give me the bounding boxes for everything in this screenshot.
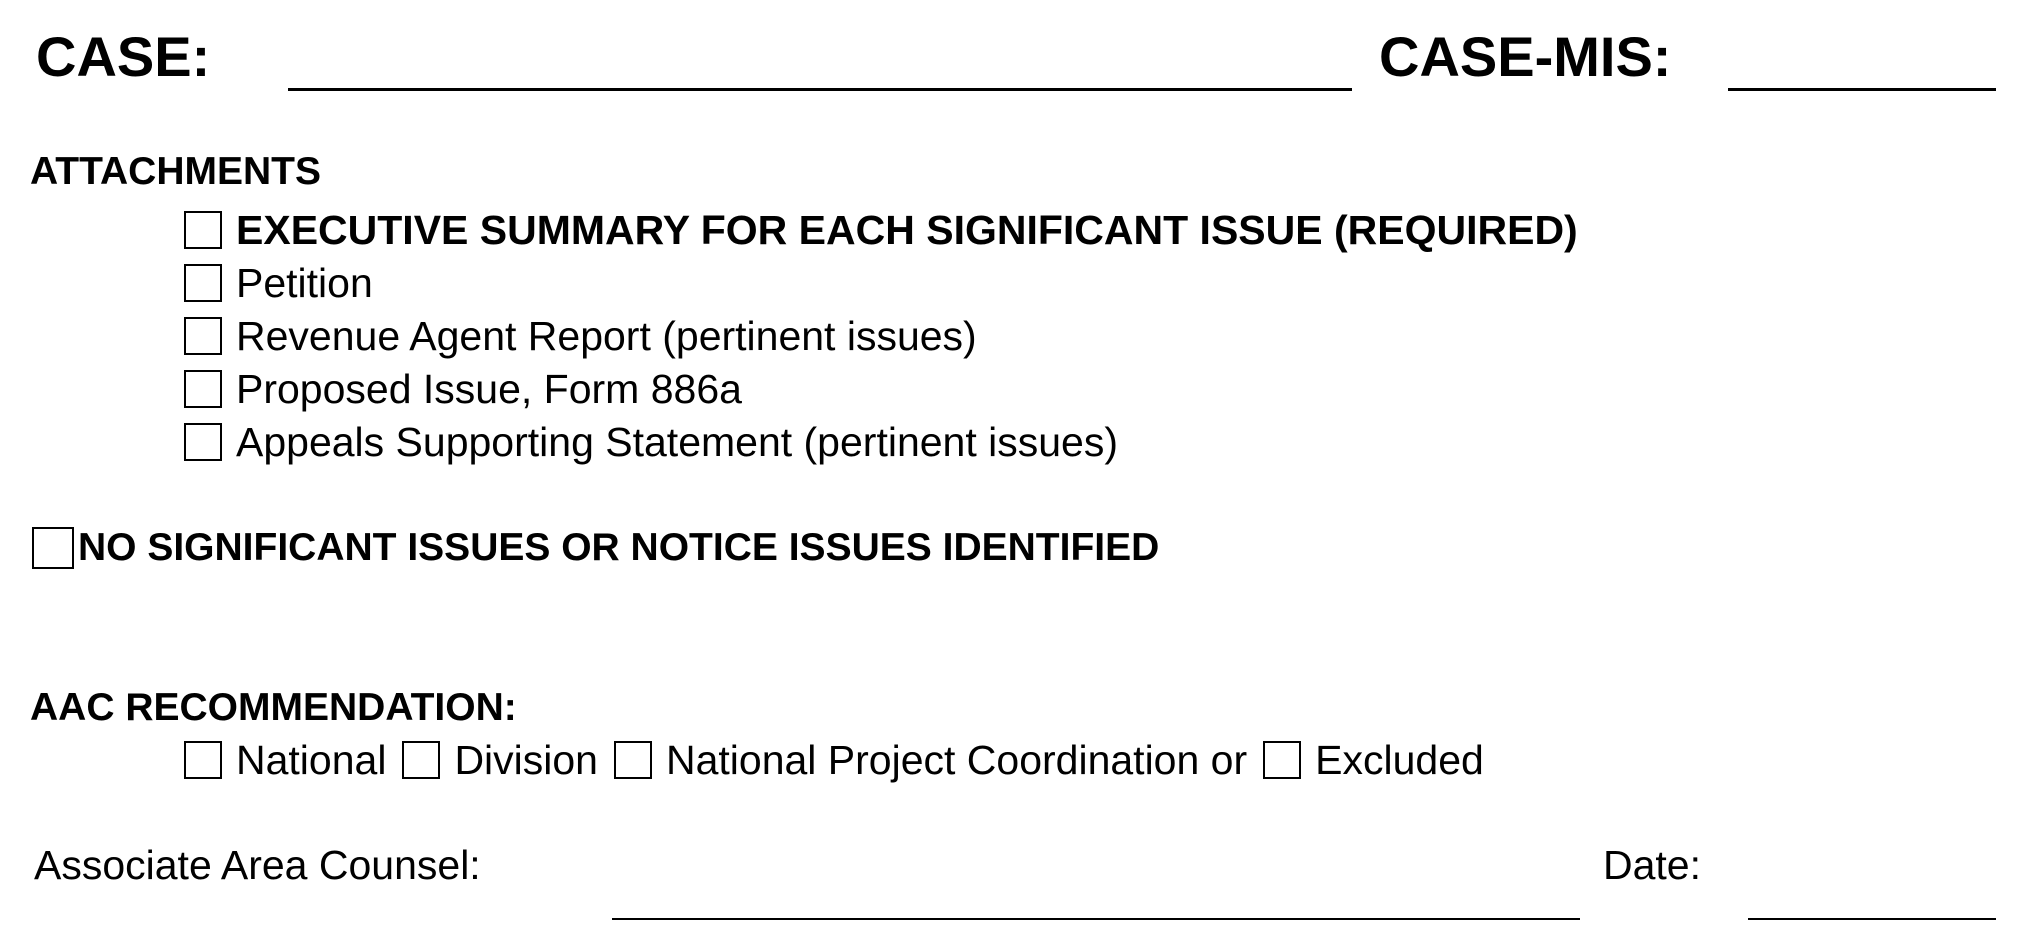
proposed-issue-checkbox[interactable] xyxy=(184,370,222,408)
revenue-agent-report-checkbox[interactable] xyxy=(184,317,222,355)
date-field-line[interactable] xyxy=(1748,918,1996,920)
executive-summary-checkbox[interactable] xyxy=(184,211,222,249)
proposed-issue-label: Proposed Issue, Form 886a xyxy=(236,365,742,412)
aac-recommendation-title: AAC RECOMMENDATION: xyxy=(30,686,517,729)
national-project-coordination-checkbox[interactable] xyxy=(614,741,652,779)
aac-options-row xyxy=(184,736,1484,784)
attachment-item-proposed-issue[interactable] xyxy=(184,365,742,413)
attachment-item-petition[interactable] xyxy=(184,259,373,307)
case-label: CASE: xyxy=(36,25,211,88)
excluded-label: Excluded xyxy=(1315,736,1484,783)
executive-summary-label: EXECUTIVE SUMMARY FOR EACH SIGNIFICANT ISSUE (REQUIRED) xyxy=(236,206,1578,253)
national-project-coordination-label: National Project Coordination or xyxy=(665,736,1248,783)
no-issues-label: NO SIGNIFICANT ISSUES OR NOTICE ISSUES IDENTIFIED xyxy=(78,526,1160,569)
national-checkbox[interactable] xyxy=(184,741,222,779)
attachment-item-revenue-agent-report[interactable] xyxy=(184,312,977,360)
national-label: National xyxy=(236,736,387,783)
revenue-agent-report-label: Revenue Agent Report (pertinent issues) xyxy=(236,312,977,359)
division-label: Division xyxy=(454,736,598,783)
no-issues-checkbox[interactable] xyxy=(32,527,74,569)
excluded-checkbox[interactable] xyxy=(1263,741,1301,779)
appeals-supporting-statement-checkbox[interactable] xyxy=(184,423,222,461)
attachment-item-appeals-supporting-statement[interactable] xyxy=(184,418,1118,466)
attachment-item-executive-summary[interactable] xyxy=(184,206,1578,254)
no-issues-item[interactable] xyxy=(32,524,1159,572)
division-checkbox[interactable] xyxy=(402,741,440,779)
petition-checkbox[interactable] xyxy=(184,264,222,302)
counsel-signature-line[interactable] xyxy=(612,918,1580,920)
appeals-supporting-statement-label: Appeals Supporting Statement (pertinent issues) xyxy=(236,418,1119,465)
case-mis-field-line[interactable] xyxy=(1728,88,1996,91)
case-field-line[interactable] xyxy=(288,88,1352,91)
case-mis-label: CASE-MIS: xyxy=(1379,25,1672,88)
date-label: Date: xyxy=(1603,842,1701,888)
attachments-title: ATTACHMENTS xyxy=(30,150,322,193)
petition-label: Petition xyxy=(236,259,373,306)
associate-area-counsel-label: Associate Area Counsel: xyxy=(34,842,481,888)
